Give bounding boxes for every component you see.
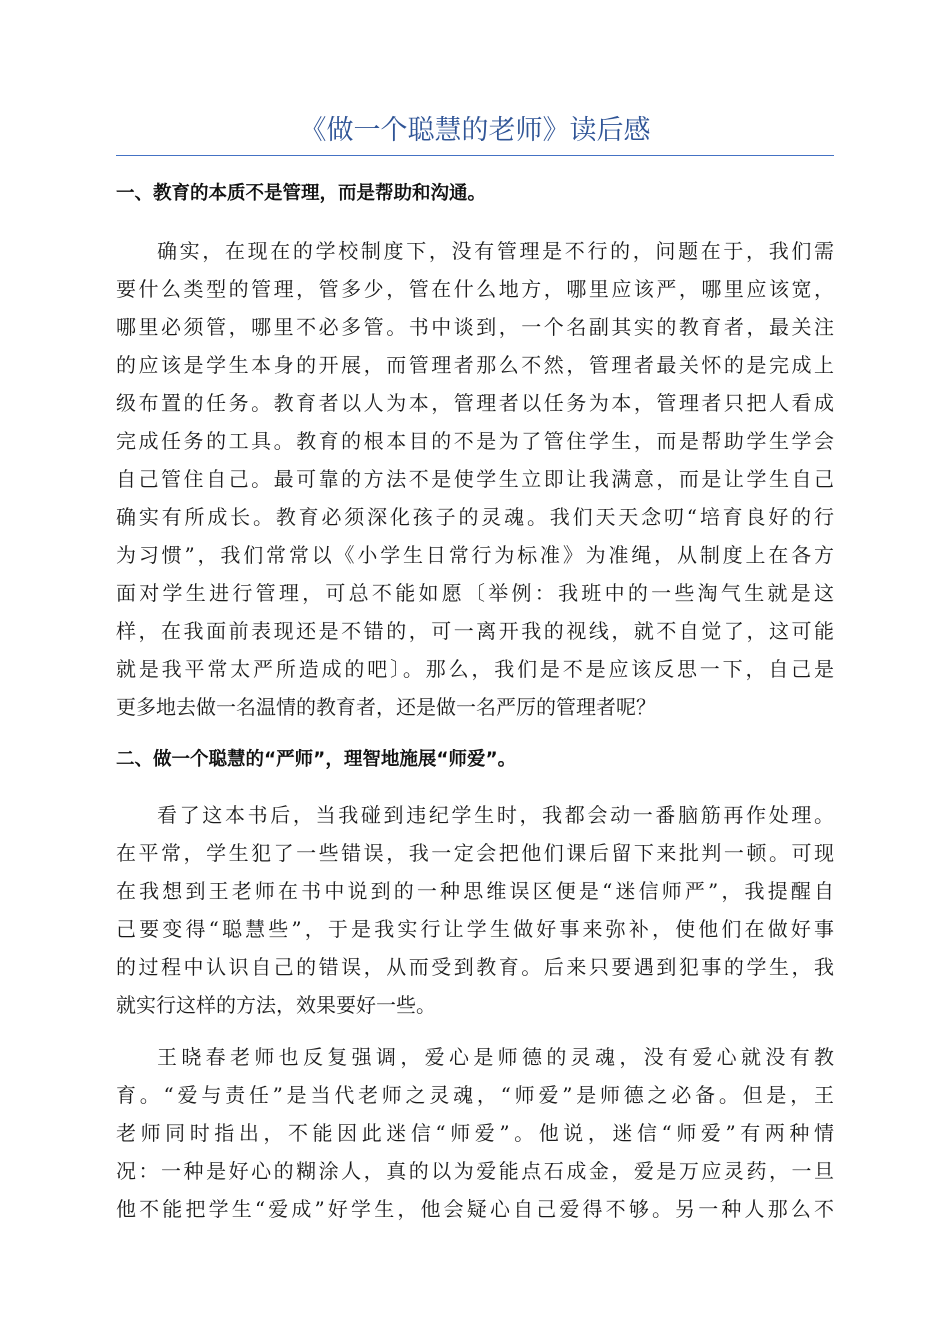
paragraph-line: 面对学生进行管理，可总不能如愿〔举例：我班中的一些淘气生就是这	[116, 581, 834, 605]
paragraph-line: 看了这本书后，当我碰到违纪学生时，我都会动一番脑筋再作处理。	[157, 803, 834, 827]
section-2-paragraph-1	[116, 796, 834, 1024]
section-2-paragraph-2	[116, 1038, 834, 1228]
paragraph-line: 就是我平常太严所造成的吧〕。那么，我们是不是应该反思一下，自己是	[116, 657, 834, 681]
paragraph-line: 育。“爱与责任”是当代老师之灵魂，“师爱”是师德之必备。但是，王	[116, 1083, 834, 1107]
paragraph-line: 己要变得“聪慧些”，于是我实行让学生做好事来弥补，使他们在做好事	[116, 917, 834, 941]
paragraph-line: 要什么类型的管理，管多少，管在什么地方，哪里应该严，哪里应该宽，	[116, 277, 834, 301]
section-2-heading: 二、做一个聪慧的“严师”，理智地施展“师爱”。	[116, 749, 517, 770]
paragraph-line: 更多地去做一名温情的教育者，还是做一名严厉的管理者呢？	[116, 695, 656, 719]
paragraph-line: 老师同时指出，不能因此迷信“师爱”。他说，迷信“师爱”有两种情	[116, 1121, 834, 1145]
paragraph-line: 王晓春老师也反复强调，爱心是师德的灵魂，没有爱心就没有教	[157, 1045, 834, 1069]
paragraph-line: 就实行这样的方法，效果要好一些。	[116, 993, 436, 1017]
paragraph-line: 在平常，学生犯了一些错误，我一定会把他们课后留下来批判一顿。可现	[116, 841, 834, 865]
paragraph-line: 级布置的任务。教育者以人为本，管理者以任务为本，管理者只把人看成	[116, 391, 834, 415]
paragraph-line: 完成任务的工具。教育的根本目的不是为了管住学生，而是帮助学生学会	[116, 429, 834, 453]
section-1-paragraph	[116, 232, 834, 726]
paragraph-line: 确实有所成长。教育必须深化孩子的灵魂。我们天天念叨“培育良好的行	[116, 505, 834, 529]
paragraph-line: 哪里必须管，哪里不必多管。书中谈到，一个名副其实的教育者，最关注	[116, 315, 834, 339]
paragraph-line: 为习惯”，我们常常以《小学生日常行为标准》为准绳，从制度上在各方	[116, 543, 834, 567]
paragraph-line: 他不能把学生“爱成”好学生，他会疑心自己爱得不够。另一种人那么不	[116, 1197, 834, 1221]
title-underline	[116, 155, 834, 156]
paragraph-line: 况：一种是好心的糊涂人，真的以为爱能点石成金，爱是万应灵药，一旦	[116, 1159, 834, 1183]
document-title: 《做一个聪慧的老师》读后感	[299, 115, 651, 146]
paragraph-line: 自己管住自己。最可靠的方法不是使学生立即让我满意，而是让学生自己	[116, 467, 834, 491]
section-1-heading: 一、教育的本质不是管理，而是帮助和沟通。	[116, 183, 487, 204]
paragraph-line: 样，在我面前表现还是不错的，可一离开我的视线，就不自觉了，这可能	[116, 619, 834, 643]
paragraph-line: 在我想到王老师在书中说到的一种思维误区便是“迷信师严”，我提醒自	[116, 879, 834, 903]
paragraph-line: 的应该是学生本身的开展，而管理者那么不然，管理者最关怀的是完成上	[116, 353, 834, 377]
paragraph-line: 的过程中认识自己的错误，从而受到教育。后来只要遇到犯事的学生，我	[116, 955, 834, 979]
paragraph-line: 确实，在现在的学校制度下，没有管理是不行的，问题在于，我们需	[157, 239, 834, 263]
